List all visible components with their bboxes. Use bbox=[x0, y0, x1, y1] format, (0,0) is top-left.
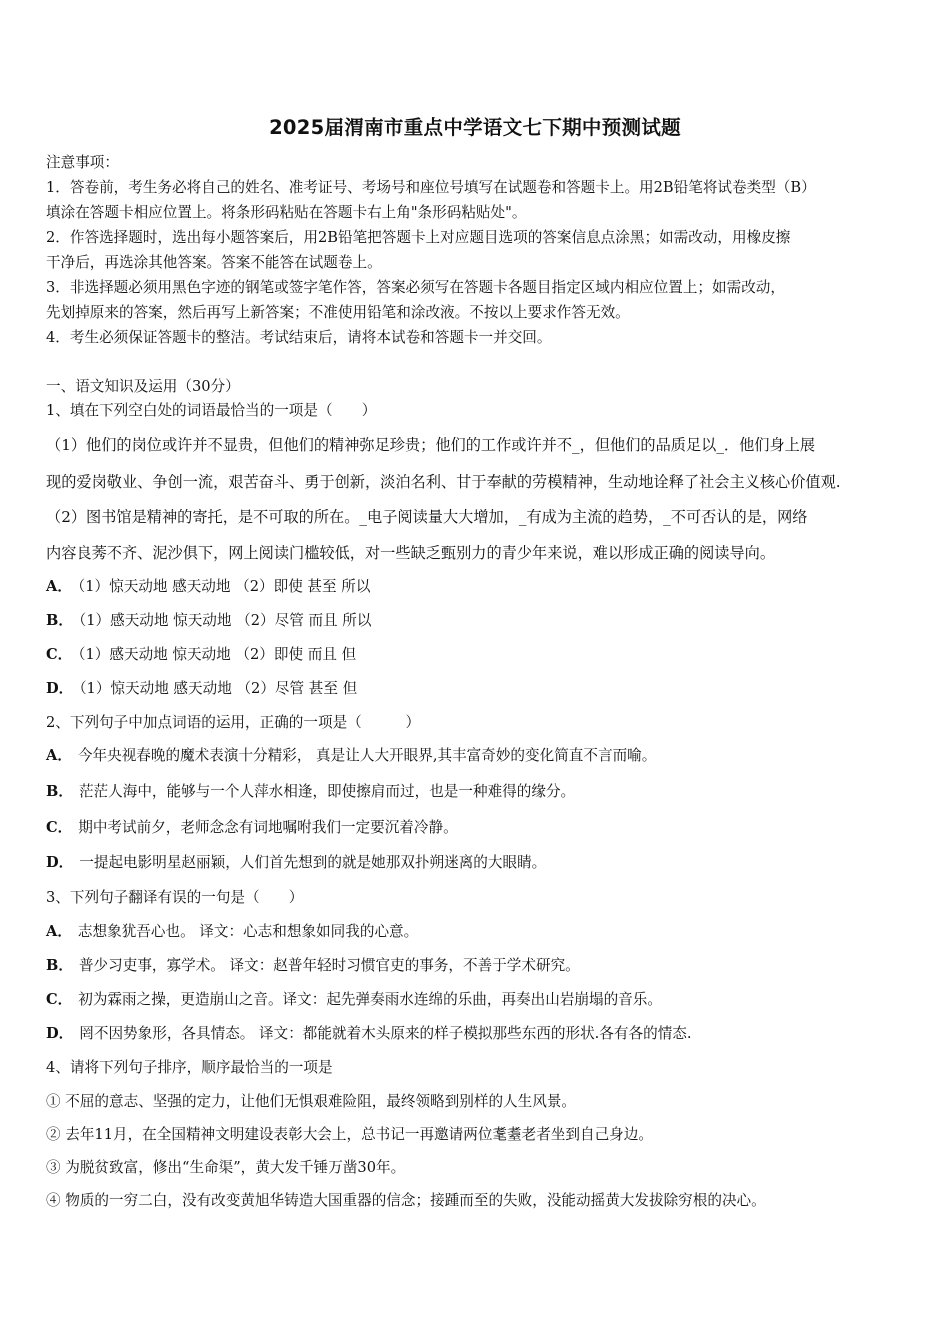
option-row bbox=[46, 746, 656, 766]
option-row bbox=[46, 922, 418, 942]
option-text: 初为霖雨之操，更造崩山之音。译文：起先弹奏雨水连绵的乐曲，再奏出山岩崩塌的音乐。 bbox=[78, 991, 662, 1008]
question-stem: 3、下列句子翻译有误的一句是（ ） bbox=[46, 889, 304, 906]
option-label: B． bbox=[46, 957, 73, 974]
option-row bbox=[46, 956, 580, 976]
option-text: 期中考试前夕，老师念念有词地嘱咐我们一定要沉着冷静。 bbox=[78, 819, 458, 836]
page-title: 2025届渭南市重点中学语文七下期中预测试题 bbox=[269, 116, 681, 139]
option-row bbox=[46, 818, 458, 838]
section-heading: 一、语文知识及运用（30分） bbox=[46, 378, 240, 395]
question-passage: 内容良莠不齐、泥沙俱下，网上阅读门槛较低，对一些缺乏甄别力的青少年来说，难以形成正确的阅读导向。 bbox=[46, 544, 775, 562]
option-label: D． bbox=[46, 1025, 74, 1042]
option-label: B． bbox=[46, 612, 73, 629]
option-label: A． bbox=[46, 747, 72, 764]
option-text: 今年央视春晚的魔术表演十分精彩， 真是让人大开眼界,其丰富奇妙的变化简直不言而喻。 bbox=[77, 747, 657, 764]
option-text: （1）感天动地 惊天动地 （2）尽管 而且 所以 bbox=[78, 612, 372, 629]
list-item: ④ 物质的一穷二白，没有改变黄旭华铸造大国重器的信念；接踵而至的失败，没能动摇黄大发拔除穷根的决心。 bbox=[46, 1192, 766, 1209]
option-row bbox=[46, 990, 662, 1010]
notice-heading: 注意事项： bbox=[46, 154, 119, 171]
option-text: （1）惊天动地 感天动地 （2）即使 甚至 所以 bbox=[77, 578, 371, 595]
option-label: C． bbox=[46, 991, 73, 1008]
notice-line: 填涂在答题卡相应位置上。将条形码粘贴在答题卡右上角"条形码粘贴处"。 bbox=[46, 204, 527, 221]
option-text: 罔不因势象形，各具情态。 译文：都能就着木头原来的样子模拟那些东西的形状.各有各的情态. bbox=[79, 1025, 692, 1042]
question-passage: （2）图书馆是精神的寄托，是不可取的所在。_电子阅读量大大增加，_有成为主流的趋势，_不可否认的是，网络 bbox=[46, 508, 808, 526]
option-row bbox=[46, 645, 356, 665]
question-stem: 1、填在下列空白处的词语最恰当的一项是（ ） bbox=[46, 402, 377, 419]
list-item: ③ 为脱贫致富，修出“生命渠”，黄大发千锤万凿30年。 bbox=[46, 1159, 406, 1176]
option-row bbox=[46, 1024, 692, 1044]
option-label: A． bbox=[46, 923, 72, 940]
notice-line: 4．考生必须保证答题卡的整洁。考试结束后，请将本试卷和答题卡一并交回。 bbox=[46, 329, 552, 346]
question-stem: 4、请将下列句子排序，顺序最恰当的一项是 bbox=[46, 1059, 333, 1076]
option-text: 一提起电影明星赵丽颖，人们首先想到的就是她那双扑朔迷离的大眼睛。 bbox=[79, 854, 547, 871]
notice-line: 先划掉原来的答案，然后再写上新答案；不准使用铅笔和涂改液。不按以上要求作答无效。 bbox=[46, 304, 630, 321]
option-label: D． bbox=[46, 680, 74, 697]
question-stem: 2、下列句子中加点词语的运用，正确的一项是（ ） bbox=[46, 714, 421, 731]
notice-line: 1．答卷前，考生务必将自己的姓名、准考证号、考场号和座位号填写在试题卷和答题卡上。用2B铅笔将试卷类型（B） bbox=[46, 179, 816, 196]
notice-line: 3．非选择题必须用黑色字迹的钢笔或签字笔作答，答案必须写在答题卡各题目指定区域内相应位置上；如需改动， bbox=[46, 279, 785, 296]
notice-line: 2．作答选择题时，选出每小题答案后，用2B铅笔把答题卡上对应题目选项的答案信息点涂黑；如需改动，用橡皮擦 bbox=[46, 229, 791, 246]
option-row bbox=[46, 679, 357, 699]
option-text: 普少习吏事，寡学术。 译文：赵普年轻时习惯官吏的事务，不善于学术研究。 bbox=[78, 957, 580, 974]
option-text: 茫茫人海中，能够与一个人萍水相逢，即使擦肩而过，也是一种难得的缘分。 bbox=[78, 783, 576, 800]
option-text: 志想象犹吾心也。 译文：心志和想象如同我的心意。 bbox=[77, 923, 419, 940]
option-row bbox=[46, 853, 546, 873]
question-passage: （1）他们的岗位或许并不显贵，但他们的精神弥足珍贵；他们的工作或许并不_，但他们的品质足以_．他们身上展 bbox=[46, 436, 816, 454]
option-row bbox=[46, 611, 371, 631]
option-text: （1）感天动地 惊天动地 （2）即使 而且 但 bbox=[78, 646, 357, 663]
list-item: ① 不屈的意志、坚强的定力，让他们无惧艰难险阻，最终领略到别样的人生风景。 bbox=[46, 1093, 577, 1110]
option-label: A． bbox=[46, 578, 72, 595]
option-label: D． bbox=[46, 854, 74, 871]
option-label: C． bbox=[46, 646, 73, 663]
option-row bbox=[46, 782, 575, 802]
list-item: ② 去年11月，在全国精神文明建设表彰大会上，总书记一再邀请两位耄耋老者坐到自己身边。 bbox=[46, 1126, 653, 1143]
notice-line: 干净后，再选涂其他答案。答案不能答在试题卷上。 bbox=[46, 254, 382, 271]
question-passage: 现的爱岗敬业、争创一流，艰苦奋斗、勇于创新，淡泊名利、甘于奉献的劳模精神，生动地诠释了社会主义核心价值观. bbox=[46, 473, 841, 491]
option-text: （1）惊天动地 感天动地 （2）尽管 甚至 但 bbox=[79, 680, 358, 697]
option-label: B． bbox=[46, 783, 73, 800]
option-label: C． bbox=[46, 819, 73, 836]
option-row bbox=[46, 577, 370, 597]
